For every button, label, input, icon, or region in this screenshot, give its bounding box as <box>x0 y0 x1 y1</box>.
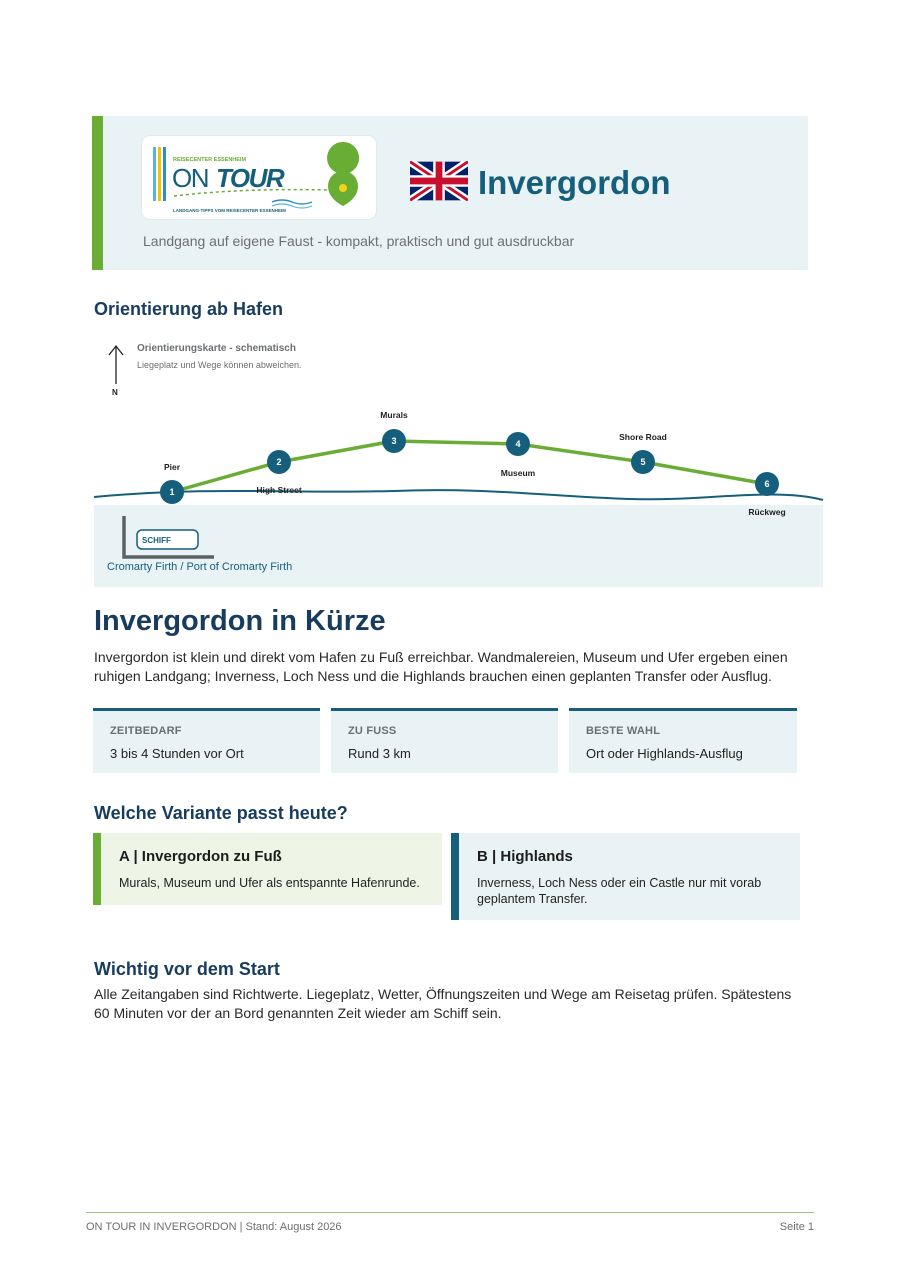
variant-b-text: Inverness, Loch Ness oder ein Castle nur mit vorab geplantem Transfer. <box>477 876 762 906</box>
page-subtitle: Landgang auf eigene Faust - kompakt, praktisch und gut ausdruckbar <box>143 233 575 249</box>
stop-number: 6 <box>764 479 770 489</box>
shoreline <box>94 490 823 500</box>
ship-label: SCHIFF <box>142 536 171 545</box>
card-label: ZU FUSS <box>348 725 397 737</box>
logo-tour: TOUR <box>216 163 284 193</box>
variant-b-title: B | Highlands <box>477 848 573 865</box>
stop-number: 1 <box>169 487 175 497</box>
north-label: N <box>112 388 118 397</box>
info-card-time <box>93 708 320 773</box>
north-arrow-icon <box>109 346 123 384</box>
card-value: Ort oder Highlands-Ausflug <box>586 746 743 761</box>
card-label: ZEITBEDARF <box>110 725 182 737</box>
stop-label: Shore Road <box>619 432 667 442</box>
logo <box>142 136 376 219</box>
uk-flag-icon <box>410 161 468 206</box>
variant-b-card <box>451 833 800 920</box>
important-text: Alle Zeitangaben sind Richtwerte. Liegeplatz, Wetter, Öffnungszeiten und Wege am Reisetag prüfen. Spätestens 60 Minuten vor der an Bord genannten Zeit wieder am Schiff sein. <box>94 986 792 1021</box>
water-area <box>94 505 823 587</box>
footer-divider <box>86 1212 814 1213</box>
stop-label: Rückweg <box>748 507 786 517</box>
stop-5 <box>619 432 667 474</box>
on-tour-logo <box>142 136 376 219</box>
map-note: Liegeplatz und Wege können abweichen. <box>137 360 302 370</box>
stop-number: 5 <box>640 457 646 467</box>
stop-1 <box>160 462 184 504</box>
water-label: Cromarty Firth / Port of Cromarty Firth <box>107 561 293 573</box>
card-value: 3 bis 4 Stunden vor Ort <box>110 746 244 761</box>
stop-3 <box>380 410 408 453</box>
variants-heading: Welche Variante passt heute? <box>94 803 348 823</box>
orientation-map <box>94 336 824 588</box>
logo-on: ON <box>172 163 208 193</box>
info-card-best-choice <box>569 708 797 773</box>
stop-number: 4 <box>515 439 521 449</box>
page-number: Seite 1 <box>779 1221 814 1233</box>
variant-a-text: Murals, Museum und Ufer als entspannte Hafenrunde. <box>119 876 420 890</box>
stop-label: Murals <box>380 410 408 420</box>
logo-bottom-text: LANDGANG-TIPPS VOM REISECENTER ESSENHEIM <box>173 208 287 213</box>
stop-label: Museum <box>500 468 536 478</box>
header-box <box>92 116 808 270</box>
stop-label: High Street <box>256 485 302 495</box>
footer-left: ON TOUR IN INVERGORDON | Stand: August 2026 <box>86 1221 342 1233</box>
summary-text: Invergordon ist klein und direkt vom Hafen zu Fuß erreichbar. Wandmalereien, Museum und Ufer ergeben einen ruhigen Landgang; Inverness, Loch Ness und die Highlands brauchen einen geplanten Transfer oder Ausflug. <box>94 649 788 684</box>
card-label: BESTE WAHL <box>586 725 661 737</box>
page-title: Invergordon <box>478 164 671 201</box>
summary-heading: Invergordon in Kürze <box>94 605 386 637</box>
stop-number: 2 <box>276 457 282 467</box>
stop-2 <box>256 450 302 495</box>
stop-label: Pier <box>163 462 181 472</box>
info-card-distance <box>331 708 558 773</box>
orientation-heading: Orientierung ab Hafen <box>94 299 284 319</box>
variant-a-card <box>93 833 442 905</box>
variant-a-title: A | Invergordon zu Fuß <box>119 848 282 865</box>
logo-top-text: REISECENTER ESSENHEIM <box>173 157 247 163</box>
stop-4 <box>501 432 536 478</box>
map-title: Orientierungskarte - schematisch <box>137 343 296 354</box>
card-value: Rund 3 km <box>348 746 411 761</box>
stop-number: 3 <box>391 436 397 446</box>
important-heading: Wichtig vor dem Start <box>94 959 280 979</box>
